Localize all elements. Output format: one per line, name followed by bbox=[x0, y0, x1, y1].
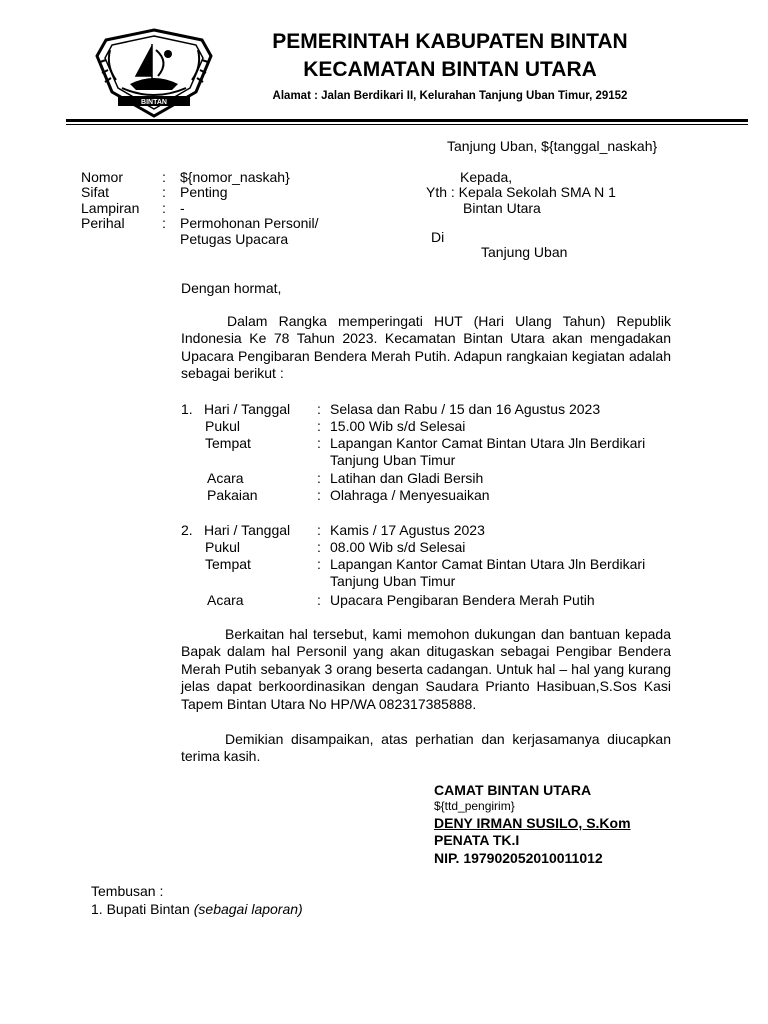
event1-colon: : bbox=[317, 435, 321, 451]
event2-colon: : bbox=[317, 522, 321, 538]
event2-hari-label: Hari / Tanggal bbox=[204, 522, 291, 538]
recipient-kepada: Kepada, bbox=[460, 169, 513, 185]
event2-pukul-label: Pukul bbox=[205, 539, 241, 555]
letterhead-district: KECAMATAN BINTAN UTARA bbox=[303, 58, 597, 81]
event1-acara-value: Latihan dan Gladi Bersih bbox=[330, 470, 484, 486]
event2-acara-value: Upacara Pengibaran Bendera Merah Putih bbox=[330, 592, 595, 608]
event1-tempat-label: Tempat bbox=[205, 435, 251, 451]
event1-hari-value: Selasa dan Rabu / 15 dan 16 Agustus 2023 bbox=[330, 401, 601, 417]
meta-lampiran-label: Lampiran bbox=[81, 200, 140, 216]
event1-hari-label: Hari / Tanggal bbox=[204, 401, 291, 417]
place-date: Tanjung Uban, ${tanggal_naskah} bbox=[447, 138, 658, 154]
letterhead-address: Alamat : Jalan Berdikari II, Kelurahan Tanjung Uban Timur, 29152 bbox=[272, 90, 628, 102]
letterhead-divider-thin bbox=[66, 124, 748, 125]
recipient-yth: Yth : Kepala Sekolah SMA N 1 bbox=[426, 184, 616, 200]
signature-rank: PENATA TK.I bbox=[434, 832, 520, 848]
signature-nip: NIP. 197902052010011012 bbox=[434, 850, 603, 866]
meta-perihal-label: Perihal bbox=[81, 215, 125, 231]
signature-title: CAMAT BINTAN UTARA bbox=[434, 782, 592, 798]
closing-paragraph: Demikian disampaikan, atas perhatian dan kerjasamanya diucapkan terima kasih. bbox=[181, 731, 671, 765]
meta-sifat-value: Penting bbox=[180, 184, 228, 200]
event1-pakaian-value: Olahraga / Menyesuaikan bbox=[330, 487, 490, 503]
greeting: Dengan hormat, bbox=[181, 280, 282, 296]
signature-placeholder: ${ttd_pengirim} bbox=[434, 799, 515, 813]
event2-tempat-label: Tempat bbox=[205, 556, 251, 572]
event2-number: 2. bbox=[181, 522, 193, 538]
meta-sifat-label: Sifat bbox=[81, 184, 110, 200]
event2-colon: : bbox=[317, 539, 321, 555]
event1-pakaian-label: Pakaian bbox=[207, 487, 258, 503]
meta-perihal-value-1: Permohonan Personil/ bbox=[180, 215, 319, 231]
event1-acara-label: Acara bbox=[207, 470, 244, 486]
meta-colon: : bbox=[162, 215, 166, 231]
event2-tempat-value-2: Tanjung Uban Timur bbox=[330, 573, 456, 589]
letterhead-government: PEMERINTAH KABUPATEN BINTAN bbox=[272, 30, 628, 53]
event2-colon: : bbox=[317, 592, 321, 608]
event2-pukul-value: 08.00 Wib s/d Selesai bbox=[330, 539, 466, 555]
event1-pukul-label: Pukul bbox=[205, 418, 241, 434]
meta-nomor-value: ${nomor_naskah} bbox=[180, 169, 290, 185]
event1-colon: : bbox=[317, 418, 321, 434]
event1-pukul-value: 15.00 Wib s/d Selesai bbox=[330, 418, 466, 434]
event1-tempat-value-1: Lapangan Kantor Camat Bintan Utara Jln Berdikari bbox=[330, 435, 646, 451]
event2-colon: : bbox=[317, 556, 321, 572]
cc-label: Tembusan : bbox=[91, 883, 164, 899]
cc-item-1 bbox=[91, 901, 303, 917]
meta-perihal-value-2: Petugas Upacara bbox=[180, 231, 289, 247]
event2-acara-label: Acara bbox=[207, 592, 244, 608]
recipient-di: Di bbox=[431, 229, 445, 245]
letterhead-divider-thick bbox=[66, 119, 748, 122]
event2-hari-value: Kamis / 17 Agustus 2023 bbox=[330, 522, 485, 538]
meta-colon: : bbox=[162, 200, 166, 216]
recipient-place: Tanjung Uban bbox=[481, 244, 568, 260]
event1-colon: : bbox=[317, 487, 321, 503]
meta-colon: : bbox=[162, 169, 166, 185]
event1-colon: : bbox=[317, 470, 321, 486]
meta-colon: : bbox=[162, 184, 166, 200]
emblem-ribbon-text: BINTAN bbox=[141, 99, 167, 106]
meta-nomor-label: Nomor bbox=[81, 169, 124, 185]
event1-number: 1. bbox=[181, 401, 193, 417]
recipient-line2: Bintan Utara bbox=[463, 200, 541, 216]
event1-tempat-value-2: Tanjung Uban Timur bbox=[330, 452, 456, 468]
cc-item-1-text: 1. Bupati Bintan bbox=[91, 901, 194, 917]
meta-lampiran-value: - bbox=[180, 200, 185, 216]
cc-item-1-note: (sebagai laporan) bbox=[193, 901, 303, 917]
event2-tempat-value-1: Lapangan Kantor Camat Bintan Utara Jln Berdikari bbox=[330, 556, 646, 572]
signature-name: DENY IRMAN SUSILO, S.Kom bbox=[434, 815, 631, 831]
intro-paragraph: Dalam Rangka memperingati HUT (Hari Ulang Tahun) Republik Indonesia Ke 78 Tahun 2023. Kecamatan Bintan Utara akan mengadakan Upacara Pengibaran Bendera Merah Putih. Adapun rangkaian kegiatan adalah sebagai berikut : bbox=[181, 313, 671, 382]
event1-colon: : bbox=[317, 401, 321, 417]
request-paragraph: Berkaitan hal tersebut, kami memohon dukungan dan bantuan kepada Bapak dalam hal Personil yang akan ditugaskan sebagai Pengibar Bendera Merah Putih sebanyak 3 orang beserta cadangan. Untuk hal – hal yang kurang jelas dapat berkoordinasikan dengan Saudara Prianto Hasibuan,S.Sos Kasi Tapem Bintan Utara No HP/WA 082317385888. bbox=[181, 626, 671, 712]
